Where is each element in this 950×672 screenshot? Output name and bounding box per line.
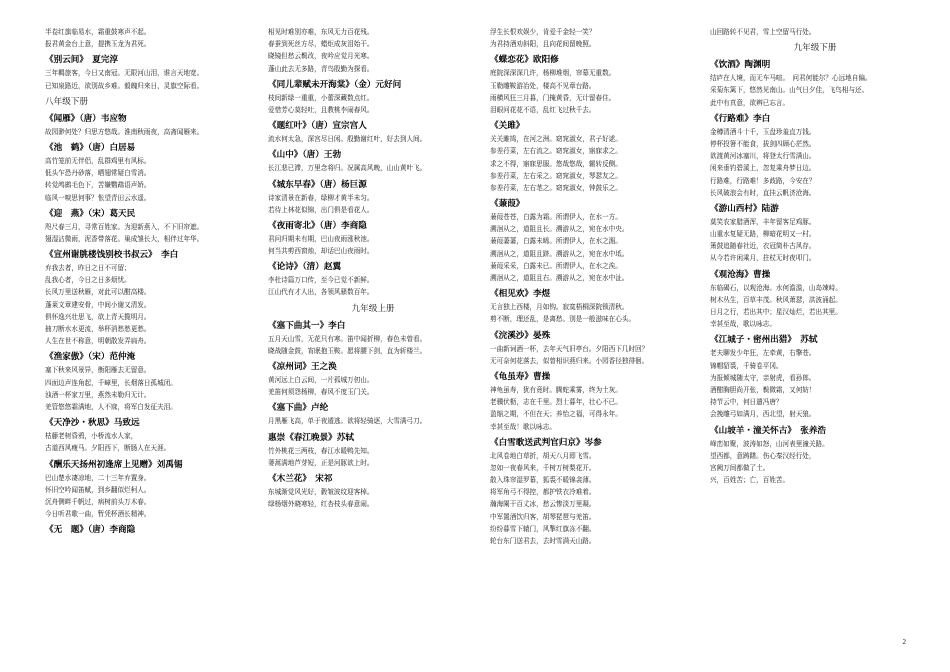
column-3: [490, 26, 700, 551]
poem-title: 《天净沙・秋思》马致远: [45, 418, 140, 429]
poem-title: 《无 题》（唐）李商隐: [45, 525, 136, 536]
poem-line: 枯藤老树昏鸦，小桥流水人家，: [45, 432, 138, 441]
poem-line: 持节云中，何日遣冯唐？: [710, 398, 783, 407]
poem-line: 雨横风狂三月暮，门掩黄昏，无计留春住。: [490, 93, 616, 102]
poem-line: 停杯投箸不能食，拔剑四顾心茫然。: [710, 139, 816, 148]
poem-block: [268, 320, 478, 357]
poem-title: 《池 鹤》（唐）白居易: [45, 142, 136, 153]
poem-line: 望西都，意踌躇。伤心秦汉经行处，: [710, 451, 816, 460]
poem-line: 求之不得，寤寐思服。悠哉悠哉，辗转反侧。: [490, 159, 622, 168]
poem-line: 翅湿沾微雨，泥香带落花。巢成雏长大，相伴过年华。: [45, 234, 204, 243]
poem-line: 闲来垂钓碧溪上，忽复乘舟梦日边。: [710, 164, 816, 173]
poem-block: [490, 54, 700, 116]
poem-block: [490, 26, 700, 50]
poem-block: [268, 473, 478, 510]
poem-title: 《夜雨寄北》（唐）李商隐: [268, 220, 367, 231]
poem-block: [710, 203, 920, 265]
poem-line: 日月之行，若出其中；星汉灿烂，若出其里。: [710, 308, 842, 316]
poem-block: [710, 334, 920, 420]
poem-title: 《山坡羊・潼关怀古》 张养浩: [710, 425, 827, 436]
poem-line: 咫尺春三月，寻常百姓家。为迎新燕入，不下旧帘遮。: [45, 222, 204, 231]
poem-line: 江山代有才人出，各领风骚数百年。: [268, 288, 374, 297]
poem-line: 晓战随金鼓，宵眠抱玉鞍。愿将腰下剑，直为斩楼兰。: [268, 346, 427, 355]
poem-line: 人生在世不称意，明朝散发弄扁舟。: [45, 337, 151, 346]
poem-line: 临风一唳思何事？怅望青田云水遥。: [45, 193, 151, 202]
poem-line: 羌笛何须怨杨柳，春风不度玉门关。: [268, 388, 374, 397]
poem-line: 山重水复疑无路，柳暗花明又一村。: [710, 230, 816, 239]
poem-line: 浮生长恨欢娱少，肯爱千金轻一笑？: [490, 28, 596, 36]
poem-title: 《木兰花》 宋祁: [268, 473, 333, 484]
poem-block: [710, 113, 920, 199]
poem-line: 锦帽貂裘，千骑卷平冈。: [710, 361, 783, 370]
poem-line: 中军置酒饮归客，胡琴琵琶与羌笛。: [490, 512, 596, 521]
poem-title: 《酬乐天扬州初逢席上见赠》刘禹锡: [45, 459, 183, 470]
poem-title: 《迎 燕》（宋）葛天民: [45, 208, 136, 219]
poem-line: 诗家清景在新春，绿柳才黄半未匀。: [268, 193, 374, 202]
poem-line: 此中有真意，欲辨已忘言。: [710, 98, 790, 107]
poem-line: 瀚海阑干百丈冰，愁云惨淡万里凝。: [490, 500, 596, 509]
poem-block: [268, 149, 478, 174]
poem-block: [45, 524, 255, 537]
poem-line: 已知泉路近，欲别故乡难。毅魄归来日，灵旗空际看。: [45, 81, 204, 90]
poem-line: 弃我去者，昨日之日不可留；: [45, 264, 131, 273]
poem-line: 长江悲已滞，万里念将归。况属高风晚，山山黄叶飞。: [268, 164, 427, 173]
poem-line: 长风万里送秋雁，对此可以酣高楼。: [45, 288, 151, 297]
poem-line: 纷纷暮雪下辕门，风掣红旗冻不翻。: [490, 524, 596, 533]
poem-line: 今日听君歌一曲，暂凭杯酒长精神。: [45, 510, 151, 519]
poem-line: 幸甚至哉，歌以咏志。: [710, 320, 776, 329]
poem-block: [45, 249, 255, 347]
poem-block: [268, 220, 478, 257]
poem-block: [45, 417, 255, 454]
poem-line: 高竹笼前无伴侣，乱群鸡里有风标。: [45, 156, 151, 165]
poem-line: 乱我心者，今日之日多烦忧。: [45, 276, 131, 285]
poem-line: 三年羁旅客，今日又南冠。无限河山泪，谁言天地宽。: [45, 69, 204, 78]
poem-line: 行路难，行路难！多歧路，今安在？: [710, 176, 816, 185]
poem-line: 箫鼓追随春社近，衣冠简朴古风存。: [710, 242, 816, 251]
poem-block: [268, 179, 478, 216]
poem-title: 《闻雁》（唐）韦应物: [45, 113, 127, 124]
poem-line: 山回路转不见君，雪上空留马行处。: [710, 28, 816, 36]
poem-line: 故园渺何处？归思方悠哉。淮南秋雨夜，高斋闻雁来。: [45, 127, 204, 136]
poem-block: [45, 113, 255, 138]
poem-line: 春蚕到死丝方尽，蜡炬成灰泪始干。: [268, 40, 374, 49]
poem-line: 蒹葭采采，白露未已。所谓伊人，在水之涘。: [490, 261, 622, 270]
poem-title: 《蝶恋花》欧阳修: [490, 55, 559, 66]
poem-line: 会挽雕弓如满月，西北望，射天狼。: [710, 410, 816, 419]
poem-line: 老骥伏枥，志在千里。烈士暮年，壮心不已。: [490, 398, 622, 407]
poem-line: 参差荇菜，左右流之。窈窕淑女，寤寐求之。: [490, 147, 622, 156]
section-heading: 八年级下册: [45, 96, 88, 107]
poem-title: 《山中》（唐）王勃: [268, 150, 342, 161]
poem-block: [710, 26, 920, 38]
poem-line: 五月天山雪，无花只有寒。笛中闻折柳，春色未曾看。: [268, 334, 427, 343]
poem-line: 泪眼问花花不语，乱红飞过秋千去。: [490, 105, 596, 114]
poem-title: 《别云间》 夏完淳: [45, 55, 119, 66]
poem-block: [490, 437, 700, 548]
poem-block: [268, 120, 478, 145]
poem-block: [268, 402, 478, 427]
poem-line: 爱惜芳心莫轻吐，且教桃李闹春风。: [268, 105, 374, 114]
poem-line: 塞下秋来风景异，衡阳雁去无留意。: [45, 366, 151, 375]
poem-line: 剪不断，理还乱，是离愁。别是一般滋味在心头。: [490, 315, 636, 324]
poem-line: 玉勒雕鞍游冶处，楼高不见章台路。: [490, 81, 596, 90]
poem-block: [710, 269, 920, 331]
section-heading: 九年级下册: [793, 43, 837, 54]
poem-line: 神龟虽寿，犹有竟时。腾蛇乘雾，终为土灰。: [490, 385, 622, 394]
poem-block: [490, 120, 700, 194]
section-heading: 九年级上册: [351, 303, 395, 314]
poem-line: 李杜诗篇万口传，至今已觉不新鲜。: [268, 276, 374, 285]
poem-line: 浊酒一杯家万里，燕然未勒归无计。: [45, 390, 151, 399]
poem-block: [268, 432, 478, 469]
poem-line: 盈缩之期，不但在天；养怡之福，可得永年。: [490, 410, 622, 419]
poem-line: 北风卷地白草折，胡天八月即飞雪。: [490, 451, 596, 460]
poem-block: [45, 208, 255, 245]
poem-line: 无可奈何花落去，似曾相识燕归来。小园香径独徘徊。: [490, 356, 649, 365]
poem-line: 黄河远上白云间，一片孤城万仞山。: [268, 376, 374, 384]
column-2: [268, 26, 478, 514]
column-1: [45, 26, 255, 541]
poem-line: 宫阙万间都做了土。: [710, 463, 770, 472]
poem-line: 抽刀断水水更流，举杯消愁愁更愁。: [45, 325, 151, 333]
poem-line: 古道西风瘦马。夕阳西下，断肠人在天涯。: [45, 444, 171, 453]
poem-title: 《城东早春》（唐）杨巨源: [268, 179, 367, 190]
poem-title: 《同儿辈赋未开海棠》（金）元好问: [268, 79, 402, 90]
poem-line: 结庐在人境，而无车马喧。 问君何能尔？心远地自偏。: [710, 74, 872, 83]
poem-line: 从今若许闲乘月，拄杖无时夜叩门。: [710, 254, 816, 263]
poem-line: 枝间新绿一重重，小蕾深藏数点红。: [268, 93, 374, 102]
poem-title: 《关雎》: [490, 121, 525, 132]
poem-title: 《塞下曲》卢纶: [268, 403, 329, 414]
poem-block: [268, 361, 478, 398]
poem-line: 溯洄从之，道阻且右。溯游从之，宛在水中沚。: [490, 274, 629, 282]
poem-line: 轮台东门送君去，去时雪满天山路。: [490, 537, 596, 545]
poem-block: [45, 26, 255, 50]
poem-block: [268, 261, 478, 298]
poem-line: 流水何太急，深宫尽日闲。殷勤谢红叶，好去到人间。: [268, 135, 427, 144]
poem-line: 蒹葭苍苍，白露为霜。所谓伊人，在水一方。: [490, 213, 622, 222]
poem-title: 《相见欢》李煜: [490, 289, 551, 300]
poem-block: [490, 371, 700, 433]
poem-line: 相见时难别亦难，东风无力百花残。: [268, 28, 374, 36]
poem-block: [45, 96, 255, 109]
poem-line: 参差荇菜，左右采之。窈窕淑女，琴瑟友之。: [490, 171, 622, 180]
poem-line: 欲渡黄河冰塞川，将登太行雪满山。: [710, 152, 816, 161]
poem-line: 怀旧空吟闻笛赋，到乡翻似烂柯人。: [45, 485, 151, 494]
poem-line: 莫笑农家腊酒浑，丰年留客足鸡豚。: [710, 217, 816, 226]
poem-title: 《观沧海》曹操: [710, 269, 771, 280]
poem-line: 报君黄金台上意，提携玉龙为君死。: [45, 40, 151, 49]
page-number: 2: [902, 638, 906, 646]
poem-line: 君问归期未有期，巴山夜雨涨秋池。: [268, 234, 374, 243]
poem-line: 若待上林花似锦，出门俱是看花人。: [268, 205, 374, 214]
poem-title: 《白雪歌送武判官归京》岑参: [490, 437, 602, 448]
poem-line: 长风破浪会有时，直挂云帆济沧海。: [710, 188, 816, 197]
column-4: [710, 26, 920, 490]
poem-line: 无言独上西楼，月如钩。寂寞梧桐深院锁清秋。: [490, 303, 629, 312]
poem-title: 《龟虽寿》曹操: [490, 371, 551, 382]
poem-title: 《饮酒》陶渊明: [710, 60, 771, 71]
poem-block: [45, 54, 255, 91]
poem-line: 散入珠帘湿罗幕，狐裘不暖锦衾薄。: [490, 476, 596, 485]
poem-block: [490, 288, 700, 325]
poem-line: 巴山楚水凄凉地，二十三年弃置身。: [45, 473, 151, 482]
poem-line: 羌管悠悠霜满地，人不寐，将军白发征夫泪。: [45, 402, 177, 411]
poem-line: 转觉鸬鹚毛色下，苦嫌鹦鹉语声娇。: [45, 181, 151, 190]
poem-line: 沉舟侧畔千帆过，病树前头万木春。: [45, 497, 151, 506]
poem-line: 幸甚至哉！歌以咏志。: [490, 422, 556, 431]
poem-line: 忽如一夜春风来，千树万树梨花开。: [490, 463, 596, 472]
poem-block: [45, 142, 255, 204]
poem-block: [45, 459, 255, 521]
poem-line: 庭院深深深几许，杨柳堆烟，帘幕无重数。: [490, 69, 616, 78]
poem-block: [490, 330, 700, 367]
poem-line: 关关雎鸠，在河之洲。窈窕淑女，君子好逑。: [490, 135, 622, 144]
poem-title: 惠崇《春江晚景》苏轼: [268, 432, 354, 443]
poem-block: [268, 303, 478, 316]
poem-line: 晓镜但愁云鬓改，夜吟应觉月光寒。: [268, 52, 374, 61]
poem-block: [268, 26, 478, 75]
poem-line: 竹外桃花三两枝，春江水暖鸭先知。: [268, 446, 374, 455]
poem-line: 蒹葭萋萋，白露未晞。所谓伊人，在水之湄。: [490, 237, 622, 246]
poem-line: 为君持酒劝斜阳，且向花间留晚照。: [490, 40, 596, 49]
poem-title: 《题红叶》（唐）宣宗宫人: [268, 121, 367, 132]
poem-line: 东城渐觉风光好，縠皱波纹迎客棹。: [268, 487, 374, 496]
poem-title: 《渔家傲》（宋）范仲淹: [45, 352, 136, 363]
poem-title: 《江城子・密州出猎》 苏轼: [710, 335, 818, 346]
poem-title: 《凉州词》王之涣: [268, 362, 337, 372]
poem-title: 《宣州谢朓楼饯别校书叔云》 李白: [45, 250, 179, 261]
poem-block: [710, 59, 920, 109]
poem-block: [710, 425, 920, 487]
poem-block: [490, 198, 700, 284]
poem-line: 东临碣石，以观沧海。水何澹澹，山岛竦峙。: [710, 283, 842, 292]
poem-line: 半卷红旗临易水，霜重鼓寒声不起。: [45, 28, 151, 36]
poem-line: 峰峦如聚，波涛如怒，山河表里潼关路。: [710, 439, 829, 448]
poem-line: 俱怀逸兴壮思飞，欲上青天揽明月。: [45, 312, 151, 321]
poem-line: 采菊东篱下，悠然见南山。山气日夕佳，飞鸟相与还。: [710, 86, 869, 95]
poem-title: 《游山西村》陆游: [710, 203, 779, 214]
poem-title: 《蒹葭》: [490, 199, 525, 210]
poem-line: 兴，百姓苦；亡，百姓苦。: [710, 476, 790, 485]
poem-line: 将军角弓不得控，都护铁衣冷难着。: [490, 488, 596, 497]
poem-line: 酒酣胸胆尚开张，鬓微霜，又何妨！: [710, 385, 816, 394]
poem-line: 老夫聊发少年狂，左牵黄，右擎苍。: [710, 349, 816, 358]
poem-line: 树木丛生，百草丰茂。秋风萧瑟，洪波涌起。: [710, 295, 842, 304]
poem-line: 溯洄从之，道阻且跻。溯游从之，宛在水中坻。: [490, 249, 629, 258]
poem-line: 何当共剪西窗烛，却话巴山夜雨时。: [268, 247, 374, 256]
poem-title: 《塞下曲其一》李白: [268, 320, 346, 331]
poem-line: 蒌蒿满地芦芽短，正是河豚欲上时。: [268, 458, 374, 467]
poem-line: 蓬莱文章建安骨，中间小谢又清发。: [45, 300, 151, 309]
poem-line: 月黑雁飞高，单于夜遁逃。欲将轻骑逐，大雪满弓刀。: [268, 417, 427, 426]
poem-line: 一曲新词酒一杯，去年天气旧亭台。夕阳西下几时回？: [490, 344, 649, 353]
poem-title: 《论诗》（清）赵翼: [268, 262, 342, 273]
poem-line: 低头乍恐丹砂落，晒翅常疑白雪消。: [45, 169, 151, 178]
poem-line: 蓬山此去无多路，青鸟殷勤为探看。: [268, 64, 374, 73]
poem-title: 《行路难》李白: [710, 113, 771, 124]
poem-line: 为报倾城随太守，亲射虎，看孙郎。: [710, 373, 816, 382]
poem-block: [710, 42, 920, 55]
poem-line: 四面边声连角起，千嶂里，长烟落日孤城闭。: [45, 378, 177, 387]
poem-line: 溯洄从之，道阻且长。溯游从之，宛在水中央。: [490, 225, 629, 234]
poem-title: 《浣溪沙》晏殊: [490, 330, 551, 341]
poem-line: 参差荇菜，左右芼之。窈窕淑女，钟鼓乐之。: [490, 183, 622, 192]
poem-block: [45, 351, 255, 413]
poem-line: 绿杨烟外晓寒轻，红杏枝头春意闹。: [268, 500, 374, 509]
poem-line: 金樽清酒斗十千，玉盘珍羞直万钱。: [710, 127, 816, 136]
poem-block: [268, 79, 478, 116]
